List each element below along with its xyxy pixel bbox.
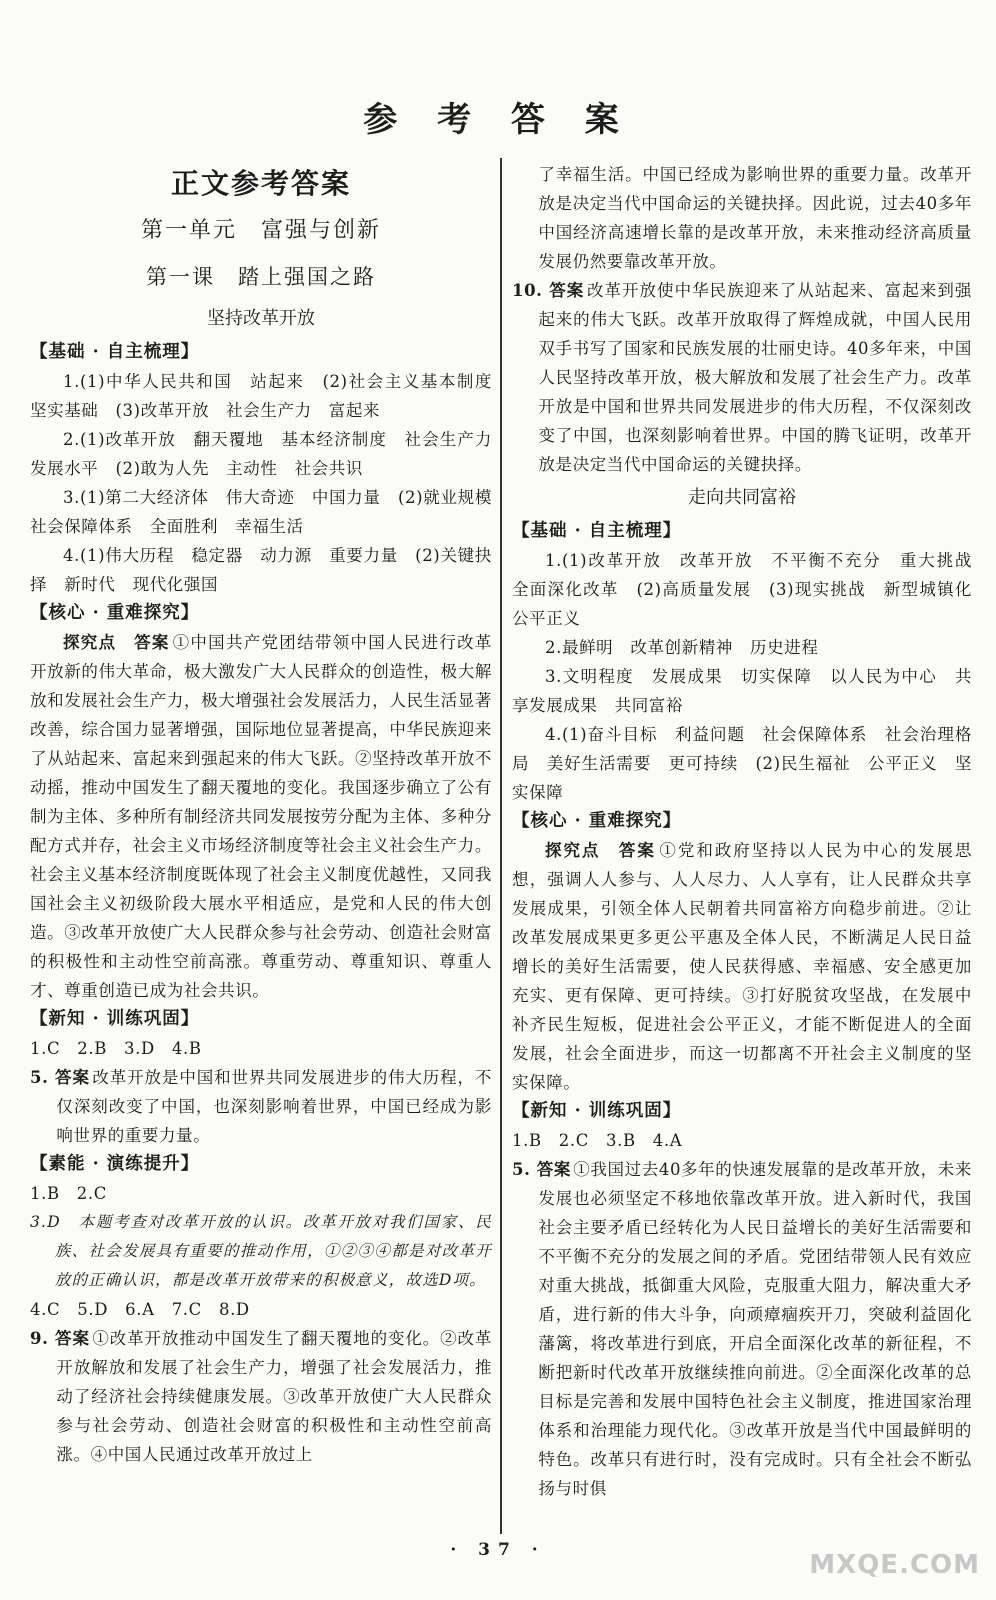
section-label: 【基础 · 自主梳理】	[30, 342, 200, 362]
answer-prefix: 探究点 答案	[545, 841, 656, 860]
answer-text: ①党和政府坚持以人民为中心的发展思想，强调人人参与、人人尽力、人人享有，让人民群众共享发展成果，引领全体人民朝着共同富裕方向稳步前进。②让改革发展成果更多更公平惠及全体人民，不断满足人民日益增长的美好生活需要，使人民获得感、幸福感、安全感更加充实、更有保障、更可持续。③打好脱贫攻坚战，在发展中补齐民生短板，促进社会公平正义，才能不断促进人的全面发展，社会全面进步，而这一切都离不开社会主义制度的坚实保障。	[512, 841, 972, 1092]
left-column	[30, 160, 510, 1469]
answer-prefix: 5. 答案	[30, 1068, 90, 1087]
choice-answers: 4.C 5.D 6.A 7.C 8.D	[30, 1300, 250, 1319]
section-label: 【基础 · 自主梳理】	[512, 521, 682, 541]
answer-text: 改革开放使中华民族迎来了从站起来、富起来到强起来的伟大飞跃。改革开放取得了辉煌成就，中国人民用双手书写了国家和民族发展的壮丽史诗。40多年来，中国人民坚持改革开放，极大解放和发展了社会生产力。改革开放是中国和世界共同发展进步的伟大历程，不仅深刻改变了中国，也深刻影响着世界。中国的腾飞证明，改革开放是决定当代中国命运的关键抉择。	[538, 281, 972, 474]
answer-prefix: 9. 答案	[30, 1329, 90, 1348]
lesson-title: 第一课 踏上强国之路	[146, 265, 376, 289]
section-label: 【新知 · 训练巩固】	[30, 1009, 200, 1029]
answer-text: 改革开放是中国和世界共同发展进步的伟大历程，不仅深刻改变了中国，也深刻影响着世界，中国已经成为影响世界的重要力量。	[56, 1068, 492, 1145]
explore-answer	[512, 836, 972, 1097]
page-title: 参 考 答 案	[363, 100, 633, 140]
choice-answers: 1.B 2.C	[30, 1184, 107, 1203]
continued-answer: 了幸福生活。中国已经成为影响世界的重要力量。改革开放是决定当代中国命运的关键抉择。因此说，过去40多年中国经济高速增长靠的是改革开放，未来推动经济高质量发展仍然要靠改革开放。	[538, 165, 972, 271]
answer-paragraph: 3.文明程度 发展成果 切实保障 以人民为中心 共享发展成果 共同富裕	[512, 667, 972, 715]
answer-text: ①我国过去40多年的快速发展靠的是改革开放，未来发展也必须坚定不移地依靠改革开放。进入新时代，我国社会主要矛盾已经转化为人民日益增长的美好生活需要和不平衡不充分的发展之间的矛盾。党团结带领人民有效应对重大挑战，抵御重大风险，克服重大阻力，解决重大矛盾，进行新的伟大斗争，向顽瘴痼疾开刀，突破利益固化藩篱，将改革进行到底，开启全面深化改革的新征程，不断把新时代改革开放继续推向前进。②全面深化改革的总目标是完善和发展中国特色社会主义制度，推进国家治理体系和治理能力现代化。③改革开放是当代中国最鲜明的特色。改革只有进行时，没有完成时。只有全社会不断弘扬与时俱	[538, 1160, 972, 1498]
section-heading: 正文参考答案	[170, 167, 351, 200]
watermark-logo: MXQE.COM	[809, 1550, 980, 1580]
question-explanation: 3.D 本题考查对改革开放的认识。改革开放对我们国家、民族、社会发展具有重要的推动作用，①②③④都是对改革开放的正确认识，都是改革开放带来的积极意义，故选D项。	[30, 1213, 492, 1289]
answer-paragraph: 4.(1)奋斗目标 利益问题 社会保障体系 社会治理格局 美好生活需要 更可持续 (2)民生福祉 公平正义 坚实保障	[512, 725, 972, 802]
answer-paragraph: 2.最鲜明 改革创新精神 历史进程	[545, 638, 819, 657]
answer-paragraph: 3.(1)第二大经济体 伟大奇迹 中国力量 (2)就业规模 社会保障体系 全面胜利 幸福生活	[30, 488, 510, 536]
choice-answers: 1.C 2.B 3.D 4.B	[30, 1039, 202, 1058]
answer-paragraph: 4.(1)伟大历程 稳定器 动力源 重要力量 (2)关键抉择 新时代 现代化强国	[30, 546, 492, 594]
answer-paragraph: 2.(1)改革开放 翻天覆地 基本经济制度 社会生产力 发展水平 (2)敢为人先 主动性 社会共识	[30, 430, 510, 478]
page-number: · 37 ·	[450, 1540, 546, 1560]
answer-paragraph: 1.(1)中华人民共和国 站起来 (2)社会主义基本制度 坚实基础 (3)改革开放 社会生产力 富起来	[30, 372, 510, 420]
answer-prefix: 5. 答案	[512, 1160, 572, 1179]
answer-paragraph: 1.(1)改革开放 改革开放 不平衡不充分 重大挑战 全面深化改革 (2)高质量发展 (3)现实挑战 新型城镇化 公平正义	[512, 551, 990, 628]
unit-title: 第一单元 富强与创新	[140, 218, 381, 243]
answer-prefix: 10. 答案	[512, 281, 585, 300]
right-column	[512, 160, 990, 1503]
question-answer	[512, 276, 972, 479]
question-answer	[30, 1063, 492, 1150]
column-divider	[500, 158, 502, 1534]
section-label: 【核心 · 重难探究】	[30, 603, 200, 623]
topic-title: 走向共同富裕	[688, 487, 796, 508]
section-label: 【新知 · 训练巩固】	[512, 1101, 682, 1121]
choice-answers: 1.B 2.C 3.B 4.A	[512, 1131, 683, 1150]
answer-prefix: 探究点 答案	[63, 633, 170, 652]
section-label: 【素能 · 演练提升】	[30, 1154, 200, 1174]
answer-text: ①改革开放推动中国发生了翻天覆地的变化。②改革开放解放和发展了社会生产力，增强了社会发展活力，推动了经济社会持续健康发展。③改革开放使广大人民群众参与社会劳动、创造社会财富的积极性和主动性空前高涨。④中国人民通过改革开放过上	[56, 1329, 492, 1464]
explore-answer	[30, 628, 492, 1005]
topic-title: 坚持改革开放	[207, 308, 315, 329]
section-label: 【核心 · 重难探究】	[512, 811, 682, 831]
answer-text: ①中国共产党团结带领中国人民进行改革开放新的伟大革命，极大激发广大人民群众的创造性，极大解放和发展社会生产力，极大增强社会发展活力，人民生活显著改善，综合国力显著增强，国际地位显著提高，中华民族迎来了从站起来、富起来到强起来的伟大飞跃。②坚持改革开放不动摇，推动中国发生了翻天覆地的变化。我国逐步确立了公有制为主体、多种所有制经济共同发展按劳分配为主体、多种分配方式并存，社会主义市场经济制度等社会主义社会生产力。社会主义基本经济制度既体现了社会主义制度优越性，又同我国社会主义初级阶段大展水平相适应，是党和人民的伟大创造。③改革开放使广大人民群众参与社会劳动、创造社会财富的积极性和主动性空前高涨。尊重劳动、尊重知识、尊重人才、尊重创造已成为社会共识。	[30, 633, 492, 1000]
question-answer	[512, 1155, 972, 1503]
question-answer	[30, 1324, 492, 1469]
